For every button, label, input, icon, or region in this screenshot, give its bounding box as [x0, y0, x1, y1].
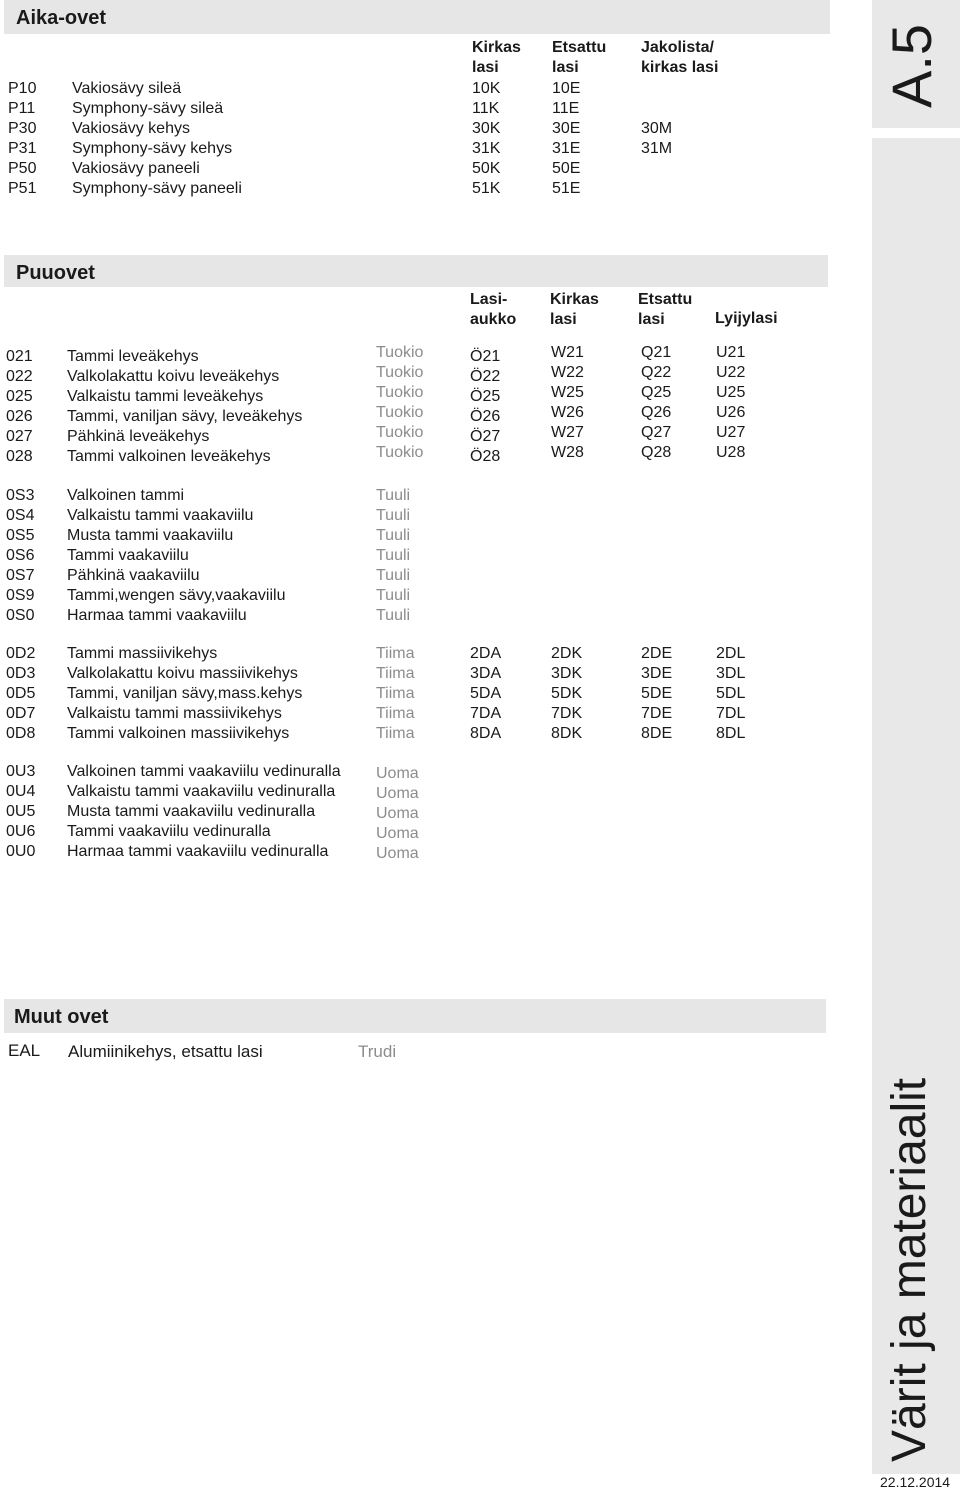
door-model: Tiima — [376, 645, 415, 662]
etsattu-code: 51E — [552, 180, 581, 197]
door-code: 027 — [6, 428, 33, 445]
etsattu-code: 50E — [552, 160, 581, 177]
etsattu-code: 5DE — [641, 685, 673, 702]
kirkas-code: 10K — [472, 80, 501, 97]
door-model: Tiima — [376, 705, 415, 722]
lasiaukko-code: Ö26 — [470, 408, 501, 425]
door-code: 028 — [6, 448, 33, 465]
header-puu-kirkas-2: lasi — [550, 311, 577, 328]
door-name: Tammi valkoinen leveäkehys — [67, 448, 271, 465]
etsattu-code: Q22 — [641, 364, 672, 381]
kirkas-code: 8DK — [551, 725, 583, 742]
lasiaukko-code: 5DA — [470, 685, 502, 702]
door-name: Valkoinen tammi vaakaviilu vedinuralla — [67, 763, 341, 780]
table-row — [0, 782, 870, 802]
etsattu-code: 8DE — [641, 725, 673, 742]
door-name: Alumiinikehys, etsattu lasi — [68, 1042, 263, 1061]
kirkas-code: 2DK — [551, 645, 583, 662]
door-name: Symphony-sävy paneeli — [72, 180, 242, 197]
door-code: P31 — [8, 140, 37, 157]
table-row — [0, 586, 870, 606]
lyijy-code: U22 — [716, 364, 746, 381]
lyijy-code: U25 — [716, 384, 746, 401]
door-model: Tuuli — [376, 487, 411, 504]
kirkas-code: W21 — [551, 344, 584, 361]
table-row — [0, 546, 870, 566]
door-code: 0S4 — [6, 507, 35, 524]
table-row — [0, 159, 870, 179]
header-puu-etsattu-1: Etsattu — [638, 291, 693, 308]
door-name: Valkaistu tammi vaakaviilu vedinuralla — [67, 783, 336, 800]
header-puu-lasiaukko-2: aukko — [470, 311, 517, 328]
header-aika-etsattu-1: Etsattu — [552, 39, 607, 56]
table-row — [0, 119, 870, 139]
lasiaukko-code: 7DA — [470, 705, 502, 722]
door-model: Tiima — [376, 665, 415, 682]
door-name: Valkaistu tammi leveäkehys — [67, 388, 264, 405]
header-aika-etsattu-2: lasi — [552, 59, 579, 76]
header-aika-jakolista-1: Jakolista/ — [641, 39, 714, 56]
etsattu-code: 30E — [552, 120, 581, 137]
lyijy-code: U26 — [716, 404, 746, 421]
door-model: Tuuli — [376, 607, 411, 624]
header-aika-jakolista-2: kirkas lasi — [641, 59, 719, 76]
door-code: 0U3 — [6, 763, 36, 780]
door-model: Tuokio — [376, 344, 424, 361]
door-model: Tuuli — [376, 547, 411, 564]
door-name: Valkolakattu koivu massiivikehys — [67, 665, 298, 682]
kirkas-code: 5DK — [551, 685, 583, 702]
door-model: Uoma — [376, 785, 419, 802]
table-row — [0, 566, 870, 586]
etsattu-code: Q28 — [641, 444, 672, 461]
door-model: Tuokio — [376, 404, 424, 421]
table-row — [0, 822, 870, 842]
lyijy-code: U28 — [716, 444, 746, 461]
kirkas-code: W27 — [551, 424, 584, 441]
door-name: Symphony-sävy kehys — [72, 140, 233, 157]
section-title-puu: Puuovet — [16, 262, 95, 284]
lyijy-code: U21 — [716, 344, 746, 361]
door-code: 0S5 — [6, 527, 35, 544]
lasiaukko-code: Ö27 — [470, 428, 501, 445]
door-name: Tammi massiivikehys — [67, 645, 218, 662]
table-row — [0, 644, 870, 664]
door-code: 025 — [6, 388, 33, 405]
door-code: P11 — [8, 100, 36, 117]
table-row — [0, 664, 870, 684]
door-code: 0U5 — [6, 803, 36, 820]
door-model: Tiima — [376, 685, 415, 702]
kirkas-code: 3DK — [551, 665, 583, 682]
door-code: 0U4 — [6, 783, 36, 800]
door-code: P50 — [8, 160, 37, 177]
door-model: Tuokio — [376, 424, 424, 441]
door-code: 0D7 — [6, 705, 36, 722]
door-model: Tuokio — [376, 444, 424, 461]
door-name: Pähkinä leveäkehys — [67, 428, 210, 445]
header-aika-kirkas-1: Kirkas — [472, 39, 521, 56]
door-model: Trudi — [358, 1042, 397, 1061]
door-model: Tuokio — [376, 384, 424, 401]
table-row — [0, 99, 870, 119]
door-model: Uoma — [376, 805, 419, 822]
section-header-bar-puu — [4, 255, 828, 287]
door-name: Tammi leveäkehys — [67, 348, 199, 365]
table-row — [0, 444, 870, 467]
door-name: Valkaistu tammi massiivikehys — [67, 705, 282, 722]
door-name: Symphony-sävy sileä — [72, 100, 224, 117]
table-row — [0, 506, 870, 526]
lyijy-code: U27 — [716, 424, 746, 441]
door-model: Tuuli — [376, 507, 411, 524]
door-model: Tuokio — [376, 364, 424, 381]
door-name: Tammi vaakaviilu vedinuralla — [67, 823, 271, 840]
door-model: Tuuli — [376, 527, 411, 544]
etsattu-code: 11E — [552, 100, 580, 117]
lyijy-code: 3DL — [716, 665, 746, 682]
lasiaukko-code: 8DA — [470, 725, 502, 742]
lasiaukko-code: Ö28 — [470, 448, 501, 465]
door-code: P51 — [8, 180, 37, 197]
kirkas-code: W26 — [551, 404, 584, 421]
door-model: Uoma — [376, 825, 419, 842]
table-row — [0, 486, 870, 506]
kirkas-code: 11K — [472, 100, 500, 117]
section-number: A.5 — [880, 23, 943, 108]
header-puu-lyijylasi: Lyijylasi — [715, 310, 778, 327]
door-code: 0U0 — [6, 843, 36, 860]
lasiaukko-code: Ö21 — [470, 348, 501, 365]
door-name: Vakiosävy paneeli — [72, 160, 200, 177]
door-code: 0S0 — [6, 607, 35, 624]
door-code: P10 — [8, 80, 37, 97]
lasiaukko-code: 2DA — [470, 645, 502, 662]
etsattu-code: 3DE — [641, 665, 673, 682]
door-model: Tuuli — [376, 587, 411, 604]
door-code: P30 — [8, 120, 37, 137]
header-aika-kirkas-2: lasi — [472, 59, 499, 76]
etsattu-code: Q26 — [641, 404, 672, 421]
door-name: Tammi vaakaviilu — [67, 547, 189, 564]
lasiaukko-code: Ö25 — [470, 388, 501, 405]
door-name: Valkolakattu koivu leveäkehys — [67, 368, 280, 385]
etsattu-code: 2DE — [641, 645, 673, 662]
door-name: Tammi, vaniljan sävy,mass.kehys — [67, 685, 303, 702]
section-title-aika: Aika-ovet — [16, 7, 107, 29]
lyijy-code: 7DL — [716, 705, 746, 722]
etsattu-code: 7DE — [641, 705, 673, 722]
door-name: Pähkinä vaakaviilu — [67, 567, 200, 584]
kirkas-code: 51K — [472, 180, 501, 197]
door-model: Uoma — [376, 765, 419, 782]
door-model: Tuuli — [376, 567, 411, 584]
door-code: 022 — [6, 368, 33, 385]
lyijy-code: 5DL — [716, 685, 746, 702]
section-title-muut: Muut ovet — [14, 1006, 109, 1028]
kirkas-code: W22 — [551, 364, 584, 381]
section-header-bar-aika — [4, 0, 830, 34]
section-header-bar-muut — [4, 999, 826, 1033]
door-code: 0U6 — [6, 823, 36, 840]
lasiaukko-code: Ö22 — [470, 368, 501, 385]
table-row — [0, 762, 870, 782]
door-name: Harmaa tammi vaakaviilu — [67, 607, 247, 624]
door-code: 0S9 — [6, 587, 35, 604]
door-name: Tammi,wengen sävy,vaakaviilu — [67, 587, 286, 604]
kirkas-code: 7DK — [551, 705, 583, 722]
door-code: 0S6 — [6, 547, 35, 564]
header-puu-etsattu-2: lasi — [638, 311, 665, 328]
table-row — [0, 79, 870, 99]
door-name: Valkoinen tammi — [67, 487, 185, 504]
door-name: Musta tammi vaakaviilu vedinuralla — [67, 803, 316, 820]
door-name: Tammi valkoinen massiivikehys — [67, 725, 290, 742]
lasiaukko-code: 3DA — [470, 665, 502, 682]
etsattu-code: Q27 — [641, 424, 672, 441]
door-code: 0D2 — [6, 645, 36, 662]
table-row — [0, 526, 870, 546]
table-row — [0, 842, 870, 862]
door-name: Harmaa tammi vaakaviilu vedinuralla — [67, 843, 329, 860]
door-name: Valkaistu tammi vaakaviilu — [67, 507, 254, 524]
etsattu-code: 10E — [552, 80, 581, 97]
door-name: Vakiosävy sileä — [72, 80, 182, 97]
jakolista-code: 30M — [641, 120, 673, 137]
door-code: 0D8 — [6, 725, 36, 742]
kirkas-code: 50K — [472, 160, 501, 177]
kirkas-code: 30K — [472, 120, 501, 137]
door-code: 026 — [6, 408, 33, 425]
table-row — [0, 179, 870, 199]
header-puu-kirkas-1: Kirkas — [550, 291, 599, 308]
table-row — [0, 704, 870, 724]
door-model: Tiima — [376, 725, 415, 742]
lyijy-code: 2DL — [716, 645, 746, 662]
kirkas-code: W28 — [551, 444, 584, 461]
table-row — [0, 139, 870, 159]
door-code: 021 — [6, 348, 33, 365]
kirkas-code: W25 — [551, 384, 584, 401]
door-name: Musta tammi vaakaviilu — [67, 527, 234, 544]
etsattu-code: 31E — [552, 140, 581, 157]
door-name: Tammi, vaniljan sävy, leveäkehys — [67, 408, 303, 425]
door-code: 0S3 — [6, 487, 35, 504]
table-row — [0, 684, 870, 704]
sidebar-chapter-title: Värit ja materiaalit — [883, 1077, 936, 1462]
door-model: Uoma — [376, 845, 419, 862]
jakolista-code: 31M — [641, 140, 673, 157]
table-row — [0, 724, 870, 744]
document-date: 22.12.2014 — [880, 1474, 951, 1490]
door-code: EAL — [8, 1041, 41, 1060]
door-code: 0D5 — [6, 685, 36, 702]
table-row — [0, 1041, 870, 1061]
lyijy-code: 8DL — [716, 725, 746, 742]
door-code: 0D3 — [6, 665, 36, 682]
etsattu-code: Q21 — [641, 344, 672, 361]
etsattu-code: Q25 — [641, 384, 672, 401]
table-row — [0, 606, 870, 626]
door-code: 0S7 — [6, 567, 35, 584]
kirkas-code: 31K — [472, 140, 501, 157]
header-puu-lasiaukko-1: Lasi- — [470, 291, 508, 308]
door-name: Vakiosävy kehys — [72, 120, 190, 137]
table-row — [0, 802, 870, 822]
